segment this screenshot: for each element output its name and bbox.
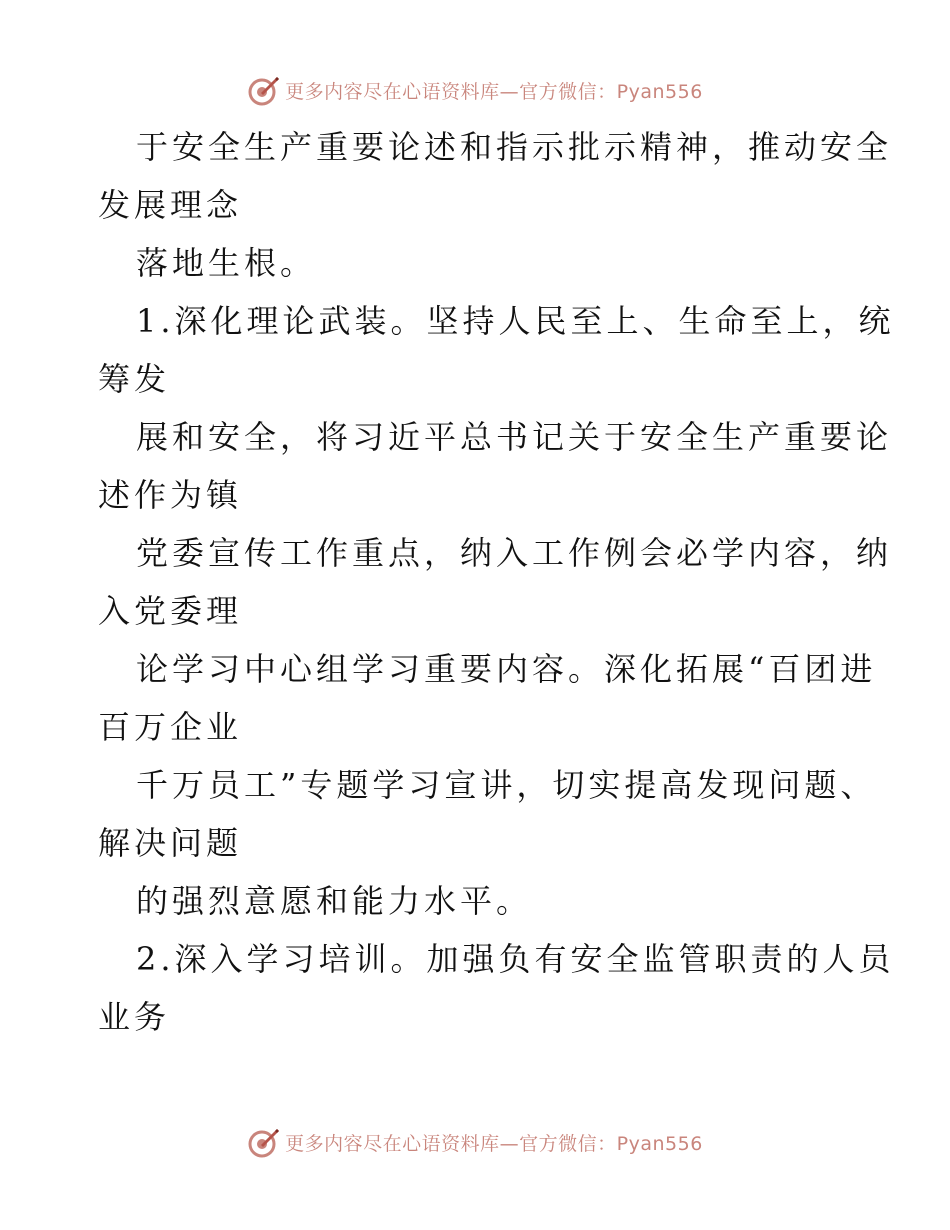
header-watermark	[0, 70, 950, 110]
text-line: 解决问题	[98, 824, 243, 862]
watermark-text: 更多内容尽在心语资料库—官方微信：Pyan556	[285, 1132, 703, 1155]
text-line: 1.深化理论武装。坚持人民至上、生命至上，统	[136, 302, 895, 340]
text-line: 入党委理	[98, 592, 243, 630]
text-line: 述作为镇	[98, 476, 243, 514]
text-line: 业务	[98, 998, 171, 1036]
text-line: 展和安全，将习近平总书记关于安全生产重要论	[136, 418, 893, 456]
text-line: 党委宣传工作重点，纳入工作例会必学内容，纳	[136, 534, 893, 572]
text-line: 落地生根。	[136, 244, 317, 282]
pen-logo-icon	[247, 1125, 281, 1159]
text-line: 的强烈意愿和能力水平。	[136, 882, 533, 920]
watermark-text: 更多内容尽在心语资料库—官方微信：Pyan556	[285, 80, 703, 103]
text-line: 论学习中心组学习重要内容。深化拓展“百团进	[136, 650, 877, 688]
text-line: 2.深入学习培训。加强负有安全监管职责的人员	[136, 940, 895, 978]
text-line: 筹发	[98, 360, 171, 398]
pen-logo-icon	[247, 73, 281, 107]
text-line: 百万企业	[98, 708, 243, 746]
text-line: 于安全生产重要论述和指示批示精神，推动安全	[136, 128, 893, 166]
text-line: 发展理念	[98, 186, 243, 224]
text-line: 千万员工”专题学习宣讲，切实提高发现问题、	[136, 766, 877, 804]
footer-watermark	[0, 1122, 950, 1162]
document-body	[98, 118, 895, 1046]
